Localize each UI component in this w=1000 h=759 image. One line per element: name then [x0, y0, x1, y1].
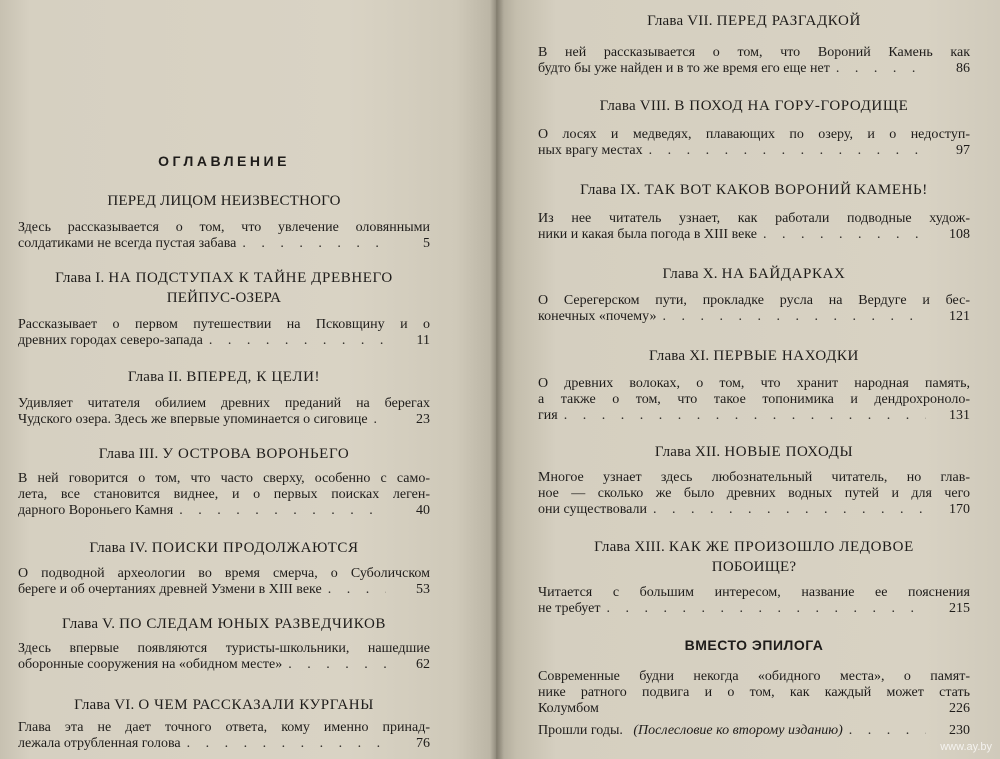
section-heading: ПЕРЕД ЛИЦОМ НЕИЗВЕСТНОГО — [107, 193, 341, 209]
entry-last-line — [538, 502, 970, 518]
dot-leader — [647, 502, 926, 518]
entry-text: Колумбом — [538, 701, 599, 716]
chapter-label: Глава V. — [61, 616, 116, 632]
chapter-title: О ЧЕМ РАССКАЗАЛИ КУРГАНЫ — [138, 697, 374, 713]
entry-text: дарного Вороньего Камня — [18, 503, 174, 518]
chapter-heading — [538, 180, 970, 200]
chapter-label: Глава VI. — [74, 697, 135, 713]
chapter-title: НОВЫЕ ПОХОДЫ — [724, 444, 854, 460]
watermark: www.ay.by — [940, 741, 992, 753]
page-number: 131 — [949, 408, 970, 423]
chapter-heading — [18, 614, 430, 634]
chapter-heading — [18, 444, 430, 464]
dot-leader — [558, 408, 926, 424]
dot-leader — [236, 236, 386, 252]
entry-line: ное — сколько же было древних водных путей и для чего — [538, 486, 970, 501]
toc-entry — [538, 470, 970, 518]
dot-leader — [656, 309, 926, 325]
toc-entry — [538, 669, 970, 717]
chapter-label: Глава X. — [662, 266, 718, 282]
toc-entry — [18, 641, 430, 673]
chapter-label: Глава VII. — [647, 13, 713, 29]
toc-entry — [538, 376, 970, 424]
chapter-label: Глава IV. — [89, 540, 148, 556]
chapter-title-line2: ПОБОИЩЕ? — [711, 559, 797, 575]
chapter-title-line2: ПЕЙПУС-ОЗЕРА — [166, 290, 282, 306]
entry-line: О Серегерском пути, прокладке русла на Вердуге и бес- — [538, 293, 970, 308]
page-number: 97 — [956, 143, 970, 158]
right-page — [496, 0, 1000, 759]
dot-leader — [282, 657, 386, 673]
chapter-heading — [538, 264, 970, 284]
entry-line: О древних волоках, о том, что хранит народная память, — [538, 376, 970, 391]
entry-text: они существовали — [538, 502, 647, 517]
entry-text — [538, 723, 843, 739]
chapter-title: КАК ЖЕ ПРОИЗОШЛО ЛЕДОВОЕ — [668, 539, 914, 555]
dot-leader — [181, 736, 386, 752]
entry-last-line — [538, 143, 970, 159]
page-number: 5 — [423, 236, 430, 251]
entry-line: Глава эта не дает точного ответа, кому именно принад- — [18, 720, 430, 735]
page-number: 53 — [416, 582, 430, 597]
entry-line: Рассказывает о первом путешествии на Псковщину и о — [18, 317, 430, 332]
chapter-heading — [18, 268, 430, 288]
toc-entry — [538, 127, 970, 159]
entry-text: гия — [538, 408, 558, 423]
entry-line: Удивляет читателя обилием древних преданий на берегах — [18, 396, 430, 411]
entry-line: О подводной археологии во время смерча, о Суболичском — [18, 566, 430, 581]
entry-line: Читается с большим интересом, название ее пояснения — [538, 585, 970, 600]
chapter-title: ВПЕРЕД, К ЦЕЛИ! — [186, 369, 321, 385]
entry-text: древних городах северо-запада — [18, 333, 203, 348]
entry-last-line — [18, 236, 430, 252]
entry-text: ных врагу местах — [538, 143, 643, 158]
chapter-label: Глава III. — [98, 446, 159, 462]
book-gutter — [490, 0, 504, 759]
left-page — [0, 0, 496, 759]
toc-entry — [538, 211, 970, 243]
dot-leader — [203, 333, 386, 349]
toc-title: ОГЛАВЛЕНИЕ — [158, 153, 290, 169]
page-number: 121 — [949, 309, 970, 324]
entry-last-line — [18, 582, 430, 598]
entry-line: В ней рассказывается о том, что Вороний Камень как — [538, 45, 970, 60]
dot-leader — [322, 582, 386, 598]
entry-text: оборонные сооружения на «обидном месте» — [18, 657, 283, 672]
entry-line: лета, все становится виднее, и о первых поисках леген- — [18, 487, 430, 502]
entry-line: Многое узнает здесь любознательный читатель, но глав- — [538, 470, 970, 485]
toc-entry — [538, 45, 970, 77]
chapter-title: ПЕРВЫЕ НАХОДКИ — [713, 348, 859, 364]
entry-last-line — [18, 736, 430, 752]
entry-text: конечных «почему» — [538, 309, 657, 324]
page-number: 40 — [416, 503, 430, 518]
page-number: 215 — [949, 601, 970, 616]
entry-text: ники и какая была погода в XIII веке — [538, 227, 757, 242]
chapter-label: Глава XI. — [649, 348, 710, 364]
entry-line: нике ратного подвига и о том, как каждый может стать — [538, 685, 970, 700]
page-number: 230 — [949, 723, 970, 738]
chapter-heading — [538, 346, 970, 366]
page-number: 23 — [416, 412, 430, 427]
dot-leader — [757, 227, 926, 243]
afterword-title: Прошли годы. — [538, 723, 623, 738]
dot-leader — [600, 601, 926, 617]
chapter-title: НА БАЙДАРКАХ — [721, 266, 846, 282]
entry-last-line — [538, 227, 970, 243]
chapter-heading — [18, 367, 430, 387]
entry-last-line — [538, 601, 970, 617]
chapter-title: У ОСТРОВА ВОРОНЬЕГО — [162, 446, 350, 462]
afterword-note: (Послесловие ко второму изданию) — [633, 723, 843, 738]
entry-line: Здесь впервые появляются туристы-школьники, нашедшие — [18, 641, 430, 656]
entry-last-line — [18, 657, 430, 673]
section-heading: ВМЕСТО ЭПИЛОГА — [684, 637, 824, 653]
chapter-heading — [538, 442, 970, 462]
toc-entry — [18, 471, 430, 519]
dot-leader — [830, 61, 926, 77]
chapter-heading — [538, 537, 970, 557]
entry-line: а также о том, что такое топонимика и дендрохроноло- — [538, 392, 970, 407]
page-number: 108 — [949, 227, 970, 242]
chapter-heading — [538, 96, 970, 116]
entry-last-line — [538, 723, 970, 739]
entry-text: лежала отрубленная голова — [18, 736, 181, 751]
entry-last-line — [18, 333, 430, 349]
toc-entry — [538, 293, 970, 325]
entry-text: не требует — [538, 601, 601, 616]
chapter-label: Глава VIII. — [599, 98, 671, 114]
toc-entry — [18, 396, 430, 428]
entry-text: солдатиками не всегда пустая забава — [18, 236, 237, 251]
chapter-title: НА ПОДСТУПАХ К ТАЙНЕ ДРЕВНЕГО — [108, 270, 393, 286]
entry-text: Чудского озера. Здесь же впервые упоминается о сиговице — [18, 412, 368, 427]
dot-leader — [173, 503, 386, 519]
toc-entry-afterword — [538, 723, 970, 739]
toc-entry — [18, 566, 430, 598]
page-number: 86 — [956, 61, 970, 76]
chapter-title: ПЕРЕД РАЗГАДКОЙ — [716, 13, 861, 29]
entry-last-line — [538, 309, 970, 325]
entry-last-line — [538, 408, 970, 424]
chapter-label: Глава XII. — [654, 444, 721, 460]
chapter-heading — [18, 695, 430, 715]
chapter-heading — [18, 538, 430, 558]
chapter-title: ПОИСКИ ПРОДОЛЖАЮТСЯ — [151, 540, 359, 556]
chapter-title: ТАК ВОТ КАКОВ ВОРОНИЙ КАМЕНЬ! — [644, 182, 928, 198]
toc-entry — [538, 585, 970, 617]
page-number: 62 — [416, 657, 430, 672]
chapter-title: ПО СЛЕДАМ ЮНЫХ РАЗВЕДЧИКОВ — [119, 616, 387, 632]
entry-last-line — [538, 701, 970, 717]
toc-entry — [18, 220, 430, 252]
entry-text: будто бы уже найден и в то же время его еще нет — [538, 61, 830, 76]
page-number: 226 — [949, 701, 970, 716]
chapter-title: В ПОХОД НА ГОРУ-ГОРОДИЩЕ — [674, 98, 909, 114]
dot-leader — [643, 143, 926, 159]
chapter-label: Глава IX. — [580, 182, 641, 198]
entry-line: Современные будни некогда «обидного места», о памят- — [538, 669, 970, 684]
entry-last-line — [18, 412, 430, 428]
entry-line: В ней говорится о том, что часто сверху, особенно с само- — [18, 471, 430, 486]
chapter-label: Глава I. — [55, 270, 105, 286]
chapter-label: Глава XIII. — [594, 539, 665, 555]
page-number: 170 — [949, 502, 970, 517]
chapter-heading — [538, 11, 970, 31]
page-number: 11 — [416, 333, 430, 348]
entry-text: береге и об очертаниях древней Узмени в XIII веке — [18, 582, 322, 597]
entry-line: О лосях и медведях, плавающих по озеру, и о недоступ- — [538, 127, 970, 142]
page-number: 76 — [416, 736, 430, 751]
toc-entry — [18, 720, 430, 752]
entry-last-line — [538, 61, 970, 77]
toc-entry — [18, 317, 430, 349]
entry-line: Здесь рассказывается о том, что увлечение оловянными — [18, 220, 430, 235]
chapter-label: Глава II. — [127, 369, 183, 385]
dot-leader — [843, 723, 926, 739]
dot-leader — [368, 412, 386, 428]
entry-line: Из нее читатель узнает, как работали подводные худож- — [538, 211, 970, 226]
entry-last-line — [18, 503, 430, 519]
